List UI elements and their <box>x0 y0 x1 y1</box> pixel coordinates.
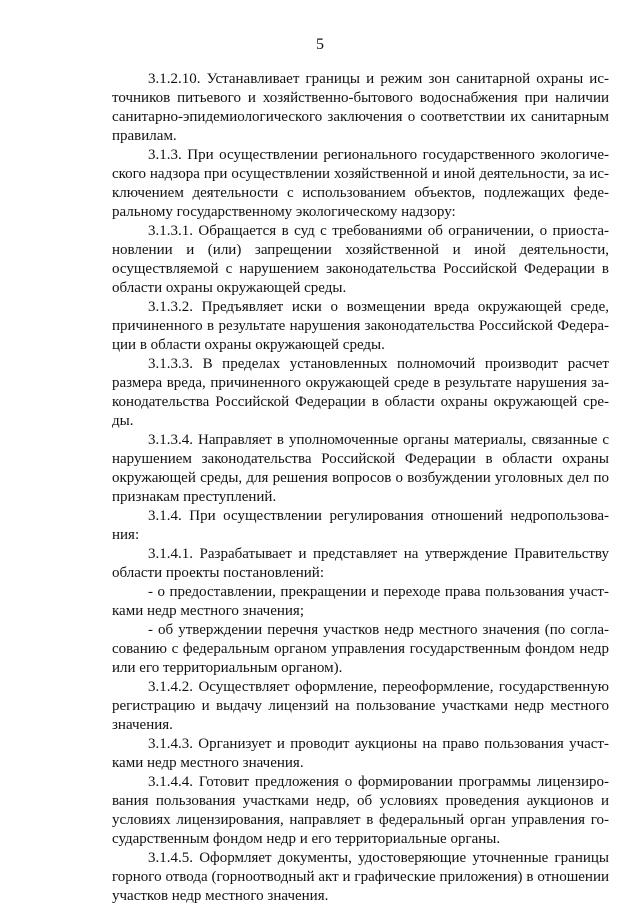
paragraph-3-1-4-1: 3.1.4.1. Разрабатывает и представляет на утверждение Правительству области проекты постановлений: <box>112 546 609 581</box>
paragraph-3-1-4-3: 3.1.4.3. Организует и проводит аукционы на право пользования участками недр местного значения. <box>112 736 609 771</box>
paragraph-3-1-4-5: 3.1.4.5. Оформляет документы, удостоверяющие уточненные границы горного отвода (горноотводный акт и графические приложения) в отношении участков недр местного значения. <box>112 850 609 904</box>
page-number: 5 <box>316 36 324 53</box>
paragraph-3-1-3: 3.1.3. При осуществлении регионального государственного экологического надзора при осуществлении хозяйственной и иной деятельности, за исключением деятельности с использованием объектов, подлежащих федеральному государственному экологическому надзору: <box>112 147 609 220</box>
paragraph-3-1-2-10: 3.1.2.10. Устанавливает границы и режим зон санитарной охраны источников питьевого и хозяйственно-бытового водоснабжения при наличии санитарно-эпидемиологического заключения о соответствии их санитарным правилам. <box>112 71 609 144</box>
paragraph-3-1-3-2: 3.1.3.2. Предъявляет иски о возмещении вреда окружающей среде, причиненного в результате нарушения законодательства Российской Федерации в области охраны окружающей среды. <box>112 299 609 353</box>
paragraph-3-1-3-4: 3.1.3.4. Направляет в уполномоченные органы материалы, связанные с нарушением законодательства Российской Федерации в области охраны окружающей среды, для решения вопросов о возбуждении уголовных дел по признакам преступлений. <box>112 432 609 505</box>
paragraph-3-1-4-4: 3.1.4.4. Готовит предложения о формировании программы лицензирования пользования участками недр, об условиях проведения аукционов и условиях лицензирования, направляет в федеральный орган управления государственным фондом недр и его территориальные органы. <box>112 774 609 847</box>
list-item-granting-rights: - о предоставлении, прекращении и переходе права пользования участками недр местного значения; <box>112 584 609 619</box>
paragraph-3-1-3-3: 3.1.3.3. В пределах установленных полномочий производит расчет размера вреда, причиненного окружающей среде в результате нарушения законодательства Российской Федерации в области охраны окружающей среды. <box>112 356 609 429</box>
list-item-approving-list: - об утверждении перечня участков недр местного значения (по согласованию с федеральным органом управления государственным фондом недр или его территориальным органом). <box>112 622 609 676</box>
paragraph-3-1-4-2: 3.1.4.2. Осуществляет оформление, переоформление, государственную регистрацию и выдачу лицензий на пользование участками недр местного значения. <box>112 679 609 733</box>
paragraph-3-1-4: 3.1.4. При осуществлении регулирования отношений недропользования: <box>112 508 609 543</box>
document-body <box>112 70 609 906</box>
paragraph-3-1-3-1: 3.1.3.1. Обращается в суд с требованиями об ограничении, о приостановлении и (или) запрещении хозяйственной и иной деятельности, осуществляемой с нарушением законодательства Российской Федерации в области охраны окружающей среды. <box>112 223 609 296</box>
